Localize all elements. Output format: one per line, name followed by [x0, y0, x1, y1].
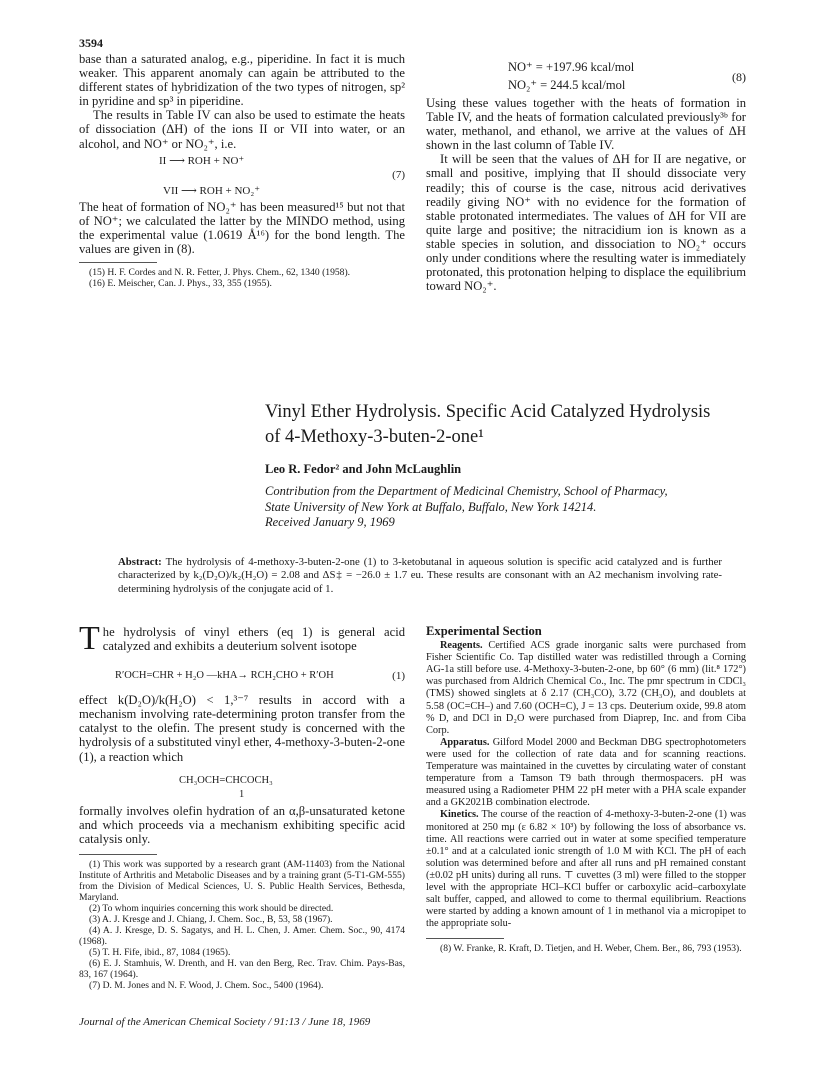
- drop-cap: T: [79, 620, 100, 657]
- intro-text: he hydrolysis of vinyl ethers (eq 1) is general acid catalyzed and exhibits a deuterium solvent isotope: [102, 625, 405, 654]
- journal-footer: Journal of the American Chemical Society / 91:13 / June 18, 1969: [79, 1016, 371, 1028]
- equation-1: [79, 663, 405, 693]
- paragraph: The heat of formation of NO₂⁺ has been measured¹⁵ but not that of NO⁺; we calculated the latter by the MINDO method, using the experimental value (1.0619 Å¹⁶) for the bond length. The values are given in (8).: [79, 199, 405, 256]
- equation-number: (1): [392, 670, 405, 683]
- footnote-rule: [79, 262, 157, 263]
- footnote-rule: [426, 938, 504, 939]
- equation-7: [79, 154, 405, 200]
- equation-number: (8): [732, 70, 746, 84]
- equation-8: [426, 60, 746, 96]
- footnote: (5) T. H. Fife, ibid., 87, 1084 (1965).: [89, 946, 231, 958]
- footnote: (3) A. J. Kresge and J. Chiang, J. Chem. Soc., B, 53, 58 (1967).: [89, 913, 333, 925]
- footnote: (2) To whom inquiries concerning this work should be directed.: [89, 902, 334, 914]
- received-date: Received January 9, 1969: [265, 515, 395, 529]
- abstract-text: The hydrolysis of 4-methoxy-3-buten-2-one (1) to 3-ketobutanal in aqueous solution is specific acid catalyzed and is further characterized by k₂(D₂O)/k₂(H₂O) = 2.08 and ΔS‡ = −26.0 ± 1.7 eu. These results are consonant with an A2 mechanism involving rate-determining hydrolysis of the conjugate acid of 1.: [118, 556, 722, 595]
- paragraph: Using these values together with the heats of formation in Table IV, and the heats of formation calculated previously³ᵇ for water, methanol, and ethanol, we arrive at the values of ΔH shown in the last column of Table IV.: [426, 96, 746, 153]
- paragraph-reagents: [426, 640, 746, 737]
- equation-number: (7): [392, 168, 405, 181]
- top-left-column: [79, 52, 405, 289]
- structure-formula: CH₃OCH=CHCOCH₃: [179, 774, 273, 786]
- structure-label: 1: [239, 788, 245, 800]
- equation-line: VII ⟶ ROH + NO₂⁺: [163, 184, 260, 197]
- paragraph: effect k(D₂O)/k(H₂O) < 1,³⁻⁷ results in accord with a mechanism involving rate-determining proton transfer from the catalyst to the olefin. The present study is concerned with the hydrolysis of a substituted vinyl ether, 4-methoxy-3-buten-2-one (1), a reaction which: [79, 693, 405, 764]
- equation-line: NO⁺ = +197.96 kcal/mol: [508, 60, 635, 74]
- footnotes: [79, 267, 405, 289]
- bottom-left-column: [79, 620, 405, 991]
- footnote: (4) A. J. Kresge, D. S. Sagatys, and H. L. Chen, J. Amer. Chem. Soc., 90, 4174 (1968).: [79, 924, 405, 947]
- footnote: (6) E. J. Stamhuis, W. Drenth, and H. van den Berg, Rec. Trav. Chim. Pays-Bas, 83, 167 (1964).: [79, 957, 405, 980]
- run-in-heading: Reagents.: [440, 640, 483, 652]
- equation-line: NO₂⁺ = 244.5 kcal/mol: [508, 78, 626, 92]
- page-number: 3594: [79, 36, 103, 50]
- affiliation: [265, 484, 735, 531]
- paragraph-text: Certified ACS grade inorganic salts were purchased from Fisher Scientific Co. Tap distilled water was redistilled through a Corning AG-1a still before use. 4-Methoxy-3-buten-2-one, bp 60° (6 mm) (lit.⁸ 172°) was purchased from Aldrich Chemical Co., Inc. The pmr spectrum in CDCl₃ (TMS) showed singlets at δ 2.17 (CH₃CO), 3.72 (CH₃O), and doublets at 5.58 (OC=CH–) and 7.60 (OCH=C), J = 13 cps. Deuterium oxide, 99.8 atom % D, and DCl in D₂O were purchased from Diaprep, Inc. and from Ciba Corp.: [426, 640, 746, 736]
- footnote-rule: [79, 854, 157, 855]
- paragraph-text: The course of the reaction of 4-methoxy-3-buten-2-one (1) was monitored at 250 mμ (ε 6.82 × 10³) by following the loss of absorbance vs. time. All reactions were carried out in water at some specified temperature ±0.1° and at a calculated ionic strength of 1.0 M with KCl. The pH of each solution was determined before and after all runs and pH remained constant (±0.02 pH units) during all runs. ⊤ cuvettes (3 ml) were filled to the stopper level with the appropriate HCl–KCl buffer or carboxylic acid–carboxylate salt buffer, capped, and allowed to come to thermal equilibrium. Reactions were started by adding a known amount of 1 in methanol via a micropipet to the appropriate solu-: [426, 809, 746, 930]
- top-right-column: [426, 60, 746, 293]
- run-in-heading: Kinetics.: [440, 809, 479, 821]
- paragraph: The results in Table IV can also be used to estimate the heats of dissociation (ΔH) of the ions II or VII into water, or an alcohol, and NO⁺ or NO₂⁺, i.e.: [79, 108, 405, 151]
- footnote: (8) W. Franke, R. Kraft, D. Tietjen, and H. Weber, Chem. Ber., 86, 793 (1953).: [440, 943, 742, 955]
- abstract-label: Abstract:: [118, 556, 162, 568]
- paragraph-text: Gilford Model 2000 and Beckman DBG spectrophotometers were used for the collection of rate data and for scanning reactions. Temperature was maintained in the cuvettes by circulating water of constant temperature from a Tamson T9 bath through thermospacers. pH was measured using a Radiometer PHM 22 pH meter with a PHA scale expander and a GK2021B combination electrode.: [426, 736, 746, 809]
- paragraph: formally involves olefin hydration of an α,β-unsaturated ketone and which proceeds via a mechanism exhibiting specific acid catalysis only.: [79, 803, 405, 846]
- paragraph: It will be seen that the values of ΔH for II are negative, or small and positive, implying that II should dissociate very readily; this of course is the case, nitrous acid derivatives readily giving NO⁺ with no evidence for the formation of stable protonated intermediates. The values of ΔH for VII are quite large and positive; the nitracidium ion is known as a stable species in solution, and dissociation to NO₂⁺ occurs only under conditions where the resulting water is immediately protonated, this protonation helping to displace the equilibrium toward NO₂⁺.: [426, 152, 746, 294]
- footnote: (7) D. M. Jones and N. F. Wood, J. Chem. Soc., 5400 (1964).: [89, 979, 324, 991]
- bottom-right-column: [426, 625, 746, 954]
- intro-paragraph: [79, 620, 405, 657]
- footnote: (15) H. F. Cordes and N. R. Fetter, J. Phys. Chem., 62, 1340 (1958).: [89, 267, 351, 279]
- section-heading: Experimental Section: [426, 624, 542, 638]
- paragraph-apparatus: [426, 737, 746, 810]
- article-title: [265, 400, 745, 450]
- authors: Leo R. Fedor² and John McLaughlin: [265, 462, 462, 476]
- footnote: (1) This work was supported by a research grant (AM-11403) from the National Institute of Arthritis and Metabolic Diseases and by a training grant (5-T1-GM-555) from the Division of Medical Sciences, U. S. Public Health Services, Bethesda, Maryland.: [79, 858, 405, 903]
- title-line: of 4-Methoxy-3-buten-2-one¹: [265, 427, 484, 447]
- affiliation-line: State University of New York at Buffalo, Buffalo, New York 14214.: [265, 499, 597, 514]
- paragraph-kinetics: [426, 809, 746, 930]
- affiliation-line: Contribution from the Department of Medicinal Chemistry, School of Pharmacy,: [265, 484, 668, 498]
- equation-line: II ⟶ ROH + NO⁺: [159, 154, 245, 167]
- title-line: Vinyl Ether Hydrolysis. Specific Acid Catalyzed Hydrolysis: [265, 402, 711, 422]
- footnotes: [426, 943, 746, 954]
- paragraph: base than a saturated analog, e.g., piperidine. In fact it is much weaker. This apparent anomaly can again be attributed to the different states of hybridization of the two types of nitrogen, sp² in pyridine and sp³ in piperidine.: [79, 52, 405, 109]
- footnote: (16) E. Meischer, Can. J. Phys., 33, 355 (1955).: [89, 278, 272, 290]
- footnotes: [79, 859, 405, 991]
- structure-1: [79, 770, 405, 804]
- run-in-heading: Apparatus.: [440, 736, 490, 748]
- abstract: [118, 556, 722, 596]
- equation-line: R′OCH=CHR + H₂O —kHA→ RCH₂CHO + R′OH: [115, 670, 334, 682]
